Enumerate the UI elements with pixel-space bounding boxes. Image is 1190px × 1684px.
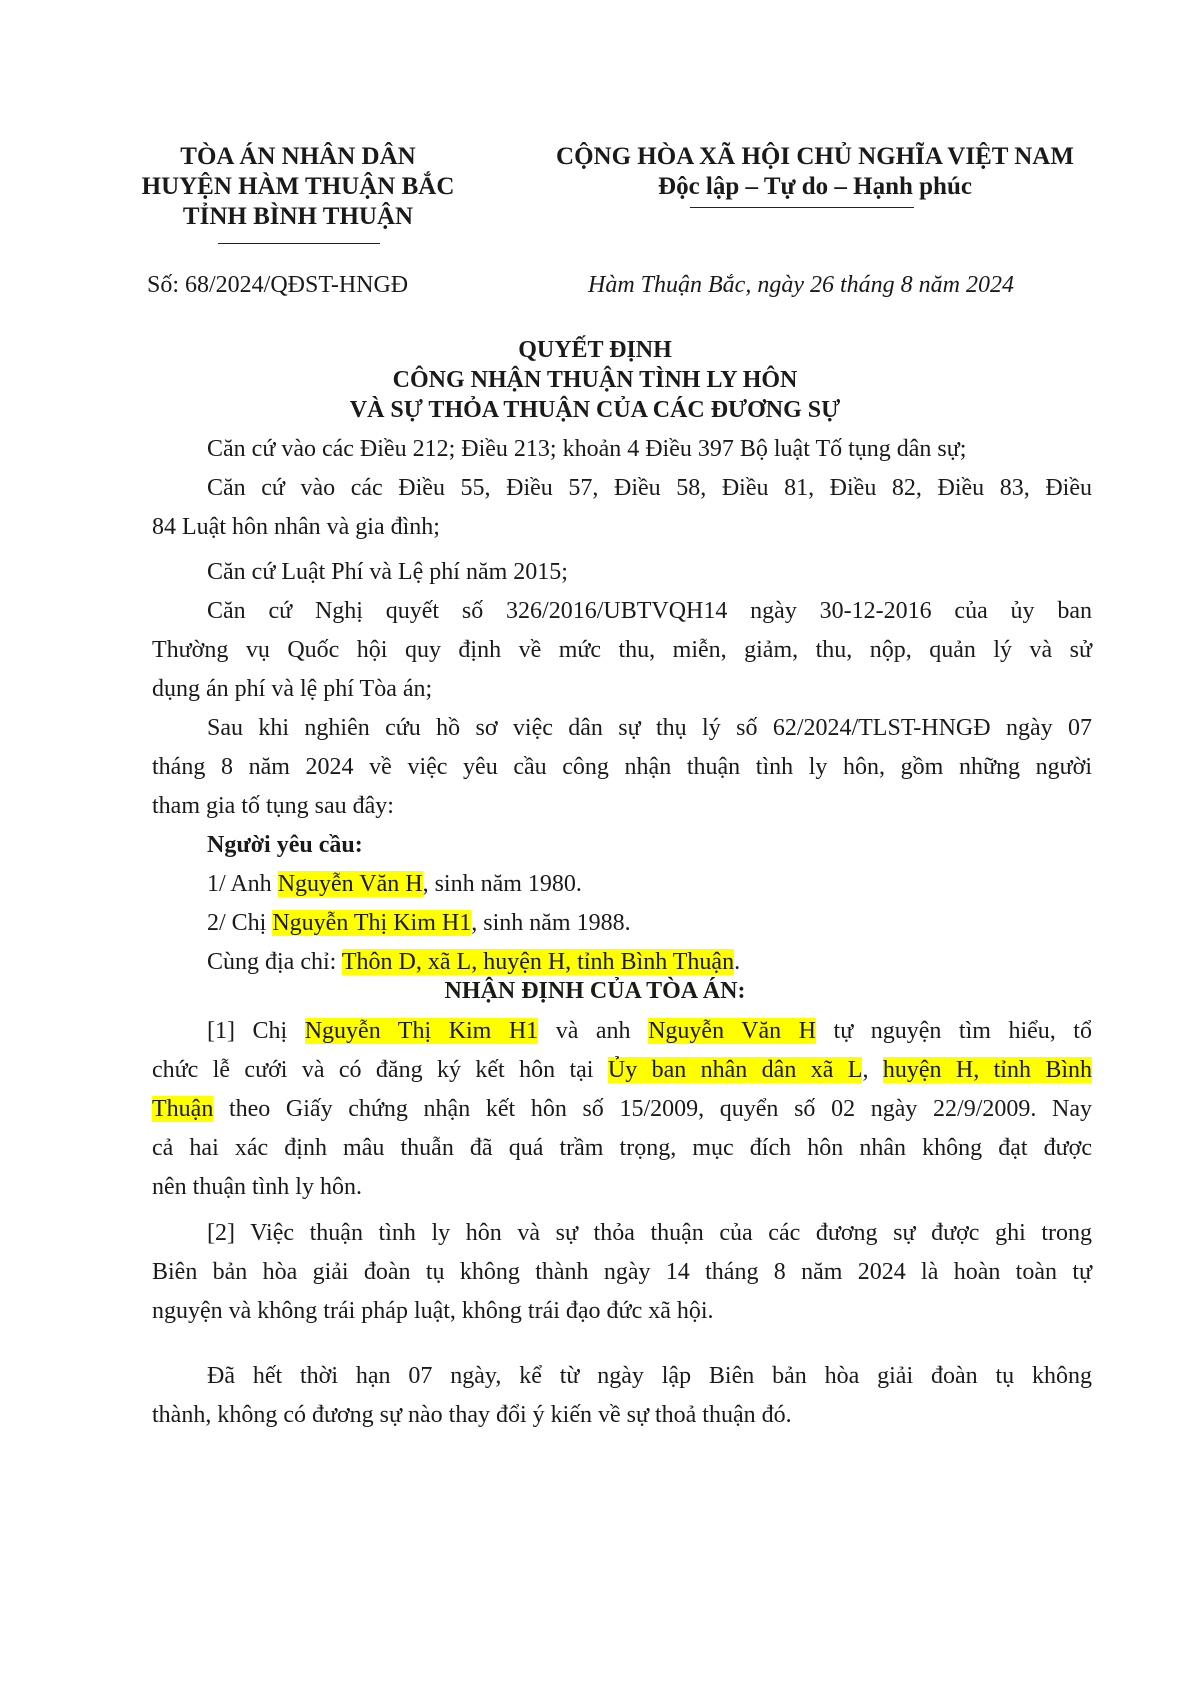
finding-1 — [152, 1012, 1092, 1207]
document-number: Số: 68/2024/QĐST-HNGĐ — [147, 272, 409, 298]
party-1: 1/ Anh Nguyễn Văn H, sinh năm 1980. — [207, 871, 582, 897]
finding-2 — [152, 1214, 1092, 1331]
document-title — [195, 335, 995, 425]
court-name: TÒA ÁN NHÂN DÂN — [180, 143, 416, 170]
finding-line: nên thuận tình ly hôn. — [152, 1174, 362, 1200]
title-line-3: VÀ SỰ THỎA THUẬN CỦA CÁC ĐƯƠNG SỰ — [349, 397, 841, 423]
finding-line: Thuận theo Giấy chứng nhận kết hôn số 15/2009, quyển số 02 ngày 22/9/2009. Nay — [152, 1096, 1092, 1122]
highlighted-name: Nguyễn Văn H — [277, 871, 423, 897]
court-header — [118, 142, 478, 232]
finding-line: thành, không có đương sự nào thay đổi ý kiến về sự thoả thuận đó. — [152, 1402, 792, 1428]
national-motto: Độc lập – Tự do – Hạnh phúc — [658, 173, 972, 200]
section-heading: NHẬN ĐỊNH CỦA TÒA ÁN: — [444, 978, 746, 1004]
basis-line: tháng 8 năm 2024 về việc yêu cầu công nhận thuận tình ly hôn, gồm những người — [152, 754, 1092, 780]
document-date: Hàm Thuận Bắc, ngày 26 tháng 8 năm 2024 — [588, 272, 1014, 298]
highlighted-place: Ủy ban nhân dân xã L — [607, 1057, 863, 1083]
finding-line: [2] Việc thuận tình ly hôn và sự thỏa thuận của các đương sự được ghi trong — [207, 1220, 1092, 1246]
highlighted-name: Nguyễn Văn H — [648, 1018, 817, 1044]
basis-line: Căn cứ vào các Điều 212; Điều 213; khoản 4 Điều 397 Bộ luật Tố tụng dân sự; — [207, 436, 967, 462]
parties-heading: Người yêu cầu: — [207, 832, 363, 858]
finding-line: Đã hết thời hạn 07 ngày, kể từ ngày lập Biên bản hòa giải đoàn tụ không — [207, 1363, 1092, 1389]
finding-line: Biên bản hòa giải đoàn tụ không thành ngày 14 tháng 8 năm 2024 là hoàn toàn tự — [152, 1259, 1092, 1285]
court-province: TỈNH BÌNH THUẬN — [182, 203, 414, 230]
basis-line: Sau khi nghiên cứu hồ sơ việc dân sự thụ lý số 62/2024/TLST-HNGĐ ngày 07 — [207, 715, 1092, 741]
highlighted-name: Nguyễn Thị Kim H1 — [272, 910, 472, 936]
basis-line: tham gia tố tụng sau đây: — [152, 793, 394, 819]
finding-line: cả hai xác định mâu thuẫn đã quá trầm trọng, mục đích hôn nhân không đạt được — [152, 1135, 1092, 1161]
title-line-1: QUYẾT ĐỊNH — [518, 337, 672, 363]
legal-basis — [152, 430, 1092, 547]
parties-section — [207, 826, 1087, 982]
finding-3 — [152, 1357, 1092, 1435]
basis-line: Căn cứ vào các Điều 55, Điều 57, Điều 58, Điều 81, Điều 82, Điều 83, Điều — [207, 475, 1092, 501]
finding-line: chức lễ cưới và có đăng ký kết hôn tại Ủy ban nhân dân xã L, huyện H, tỉnh Bình — [152, 1057, 1093, 1083]
basis-line: 84 Luật hôn nhân và gia đình; — [152, 514, 440, 540]
finding-line: nguyện và không trái pháp luật, không trái đạo đức xã hội. — [152, 1298, 714, 1324]
legal-basis-2 — [152, 553, 1092, 826]
header-right-underline — [690, 207, 914, 208]
national-header — [515, 142, 1115, 202]
basis-line: Thường vụ Quốc hội quy định về mức thu, miễn, giảm, thu, nộp, quản lý và sử — [152, 637, 1092, 663]
highlighted-place: huyện H, tỉnh Bình — [882, 1057, 1093, 1083]
party-2: 2/ Chị Nguyễn Thị Kim H1, sinh năm 1988. — [207, 910, 631, 936]
basis-line: dụng án phí và lệ phí Tòa án; — [152, 676, 433, 702]
court-district: HUYỆN HÀM THUẬN BẮC — [141, 173, 455, 200]
highlighted-place: Thuận — [152, 1096, 214, 1122]
basis-line: Căn cứ Nghị quyết số 326/2016/UBTVQH14 ngày 30-12-2016 của ủy ban — [207, 598, 1092, 624]
header-left-underline — [218, 243, 380, 244]
national-title: CỘNG HÒA XÃ HỘI CHỦ NGHĨA VIỆT NAM — [556, 143, 1074, 170]
highlighted-address: Thôn D, xã L, huyện H, tỉnh Bình Thuận — [341, 949, 735, 975]
basis-line: Căn cứ Luật Phí và Lệ phí năm 2015; — [207, 559, 568, 585]
title-line-2: CÔNG NHẬN THUẬN TÌNH LY HÔN — [392, 367, 798, 393]
finding-line: [1] Chị Nguyễn Thị Kim H1 và anh Nguyễn Văn H tự nguyện tìm hiểu, tổ — [207, 1018, 1092, 1044]
highlighted-name: Nguyễn Thị Kim H1 — [304, 1018, 539, 1044]
party-address: Cùng địa chỉ: Thôn D, xã L, huyện H, tỉnh Bình Thuận. — [207, 949, 741, 975]
